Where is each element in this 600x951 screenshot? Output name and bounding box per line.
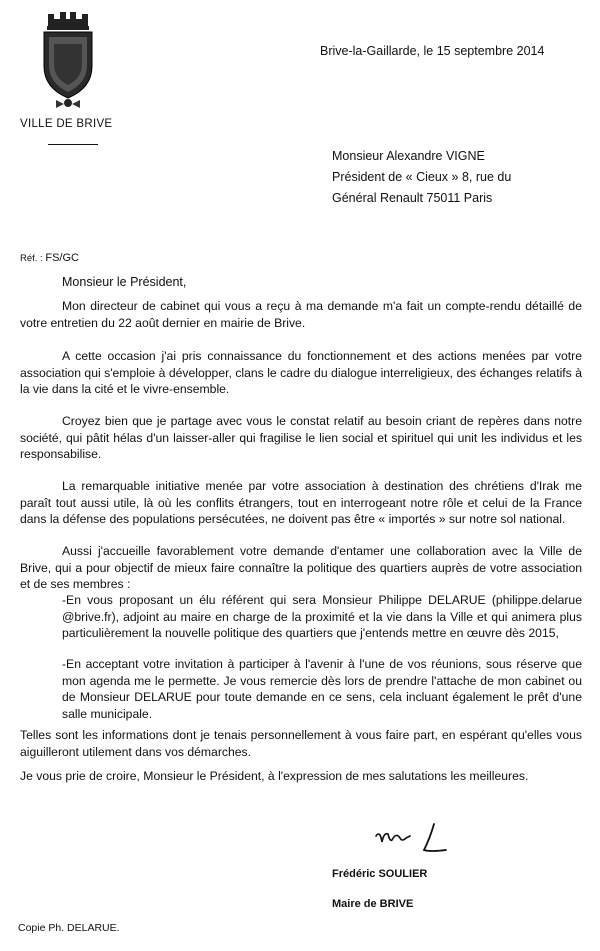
copy-line: Copie Ph. DELARUE.: [18, 922, 120, 934]
coat-of-arms-icon: [38, 8, 98, 113]
recipient-address: [332, 146, 511, 209]
date-line: Brive-la-Gaillarde, le 15 septembre 2014: [320, 44, 545, 58]
body-paragraph: Telles sont les informations dont je tenais personnellement à vous faire part, en espérant qu'elles vous aiguilleront utilement dans vos démarches.: [20, 728, 582, 759]
city-name: VILLE DE BRIVE: [20, 118, 113, 130]
reference-label: Réf. :: [20, 253, 43, 264]
recipient-address-line: Général Renault 75011 Paris: [332, 191, 493, 205]
body-list-item: -En vous proposant un élu référent qui sera Monsieur Philippe DELARUE (philippe.delarue @brive.fr), adjoint au maire en charge de la proximité et la vie dans la Ville et qui animera plus particulièrement la nouvelle politique des quartiers que j'entends mettre en œuvre dès 2015,: [62, 593, 582, 640]
body-paragraph: A cette occasion j'ai pris connaissance du fonctionnement et des actions menées par votre association qui s'emploie à développer, clans le cadre du dialogue interreligieux, des échanges relatifs à la vie dans la cité et le vivre-ensemble.: [20, 349, 582, 396]
handwritten-signature: [372, 820, 452, 862]
recipient-address-line: Président de « Cieux » 8, rue du: [332, 170, 512, 184]
body-paragraph: Croyez bien que je partage avec vous le constat relatif au besoin criant de repères dans notre société, qui pâtit hélas d'un laisser-aller qui fragilise le lien social et spirituel qui unit les individus et les responsabilise.: [20, 414, 582, 461]
body-paragraph: La remarquable initiative menée par votre association à destination des chrétiens d'Irak me paraît tout aussi utile, là où les conflits étrangers, tout en interrogeant notre rôle et celui de la France dans la défense des populations persécutées, ne doivent pas être « importés » sur notre sol national.: [20, 479, 582, 526]
reference-code: FS/GC: [45, 252, 79, 264]
recipient-name: Monsieur Alexandre VIGNE: [332, 149, 485, 163]
salutation: Monsieur le Président,: [62, 275, 187, 289]
letterhead-divider: [48, 144, 98, 145]
body-paragraph: Mon directeur de cabinet qui vous a reçu à ma demande m'a fait un compte-rendu détaillé de votre entretien du 22 août dernier en mairie de Brive.: [20, 299, 582, 330]
signer-title: Maire de BRIVE: [332, 898, 414, 910]
body-list-item: -En acceptant votre invitation à participer à l'avenir à l'une de vos réunions, sous réserve que mon agenda me le permette. Je vous remercie dès lors de prendre l'attache de mon cabinet ou de Monsieur DELARUE pour toute demande en ce sens, cela incluant également le prêt d'une salle municipale.: [62, 657, 582, 721]
closing-paragraph: Je vous prie de croire, Monsieur le Président, à l'expression de mes salutations les meilleures.: [20, 769, 529, 783]
body-paragraph: Aussi j'accueille favorablement votre demande d'entamer une collaboration avec la Ville de Brive, qui a pour objectif de mieux faire connaître la politique des quartiers auprès de votre association et de ses membres :: [20, 544, 582, 591]
signer-name: Frédéric SOULIER: [332, 868, 428, 880]
reference: [20, 252, 79, 264]
